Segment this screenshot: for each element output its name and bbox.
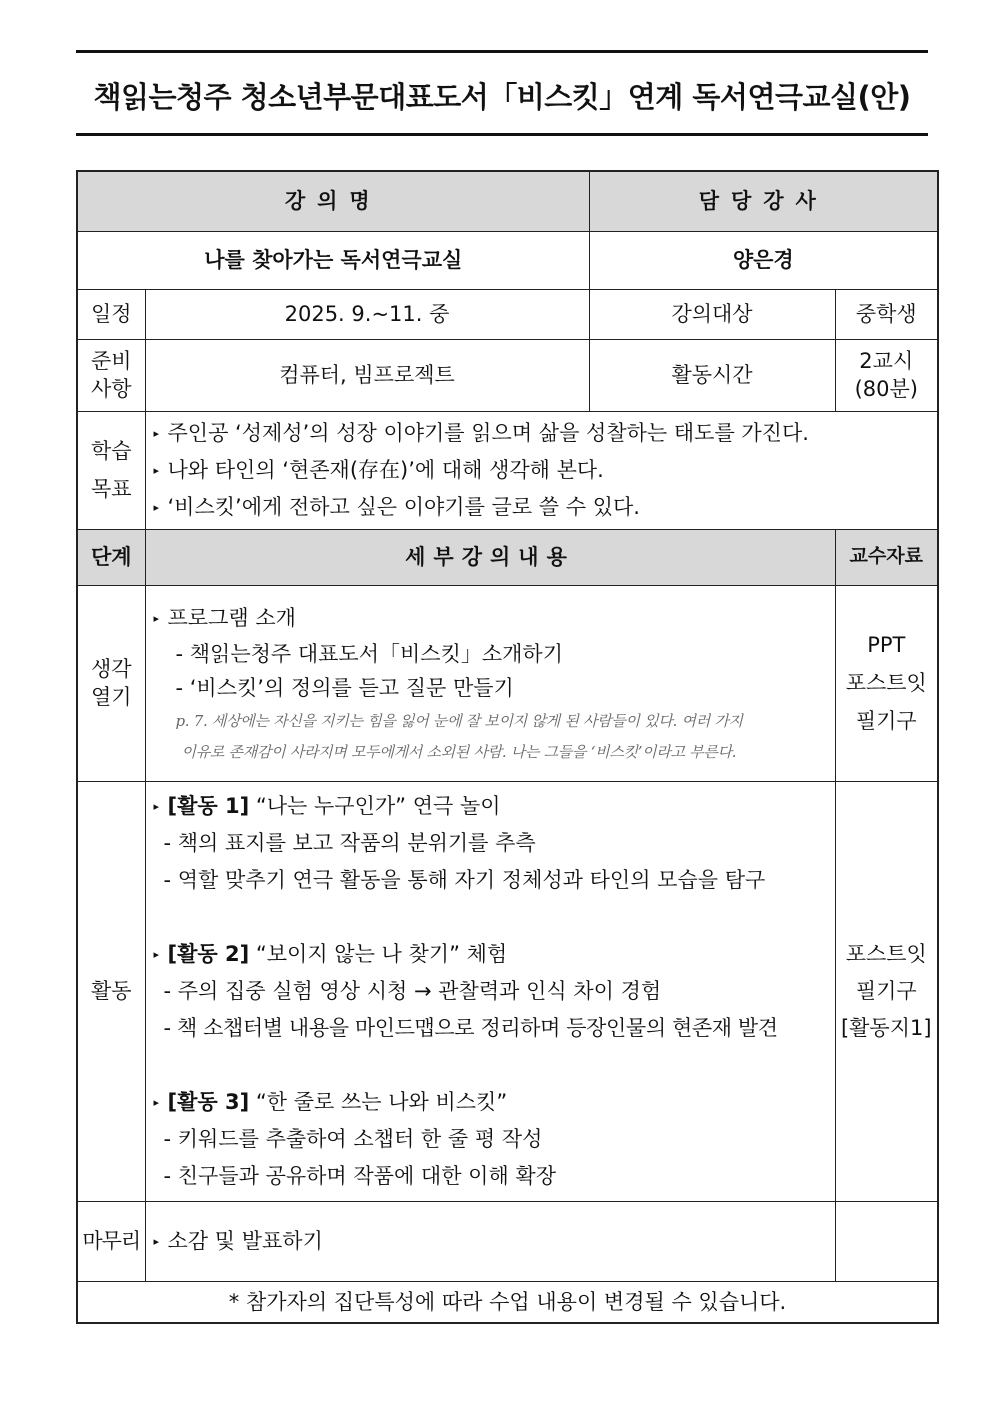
activity-2-title: ▸ [활동 2] “보이지 않는 나 찾기” 체험	[154, 936, 835, 973]
activity-1-line-2: - 역할 맞추기 연극 활동을 통해 자기 정체성과 타인의 모습을 탐구	[163, 867, 766, 892]
bullet-triangle-icon: ▸	[153, 1234, 160, 1248]
lesson-plan-table	[76, 170, 939, 1324]
learning-goal-2: ▸ 나와 타인의 ‘현존재(存在)’에 대해 생각해 본다.	[154, 452, 938, 489]
opening-row	[77, 585, 938, 781]
preparation-label	[77, 339, 145, 411]
opening-material-3: 필기구	[855, 709, 917, 733]
activity-3-title: ▸ [활동 3] “한 줄로 쓰는 나와 비스킷”	[154, 1084, 835, 1121]
materials-header: 교수자료	[835, 529, 938, 585]
bullet-triangle-icon: ▸	[153, 611, 160, 625]
opening-label	[77, 585, 145, 781]
footer-note: * 참가자의 집단특성에 따라 수업 내용이 변경될 수 있습니다.	[77, 1281, 938, 1323]
top-rule	[76, 50, 928, 53]
activity-material-3: [활동지1]	[840, 1015, 932, 1040]
activity-3-line-1: - 키워드를 추출하여 소챕터 한 줄 평 작성	[163, 1126, 543, 1151]
closing-label: 마무리	[77, 1201, 145, 1281]
preparation-label-line-1: 준비	[90, 348, 132, 373]
activity-1-title: ▸ [활동 1] “나는 누구인가” 연극 놀이	[154, 788, 835, 825]
activity-materials	[835, 781, 938, 1201]
preparation-label-line-2: 사항	[90, 377, 132, 401]
opening-label-line-2: 열기	[90, 685, 132, 709]
activity-material-1: 포스트잇	[845, 941, 927, 966]
activity-2-line-2: - 책 소챕터별 내용을 마인드맵으로 정리하며 등장인물의 현존재 발견	[163, 1015, 778, 1040]
instructor-header: 담당강사	[589, 171, 938, 231]
lecture-row	[77, 231, 938, 289]
opening-content	[145, 585, 835, 781]
activity-label: 활동	[77, 781, 145, 1201]
activity-time-line-2: (80분)	[854, 377, 918, 401]
bullet-triangle-icon: ▸	[153, 799, 160, 813]
activity-row	[77, 781, 938, 1201]
learning-goal-1: ▸ 주인공 ‘성제성’의 성장 이야기를 읽으며 삶을 성찰하는 태도를 가진다.	[154, 415, 938, 452]
schedule-label: 일정	[77, 289, 145, 339]
spacer	[154, 1047, 835, 1084]
opening-item: ▸ 프로그램 소개	[154, 600, 835, 637]
opening-label-line-1: 생각	[90, 656, 132, 681]
schedule-value: 2025. 9.~11. 중	[145, 289, 589, 339]
document-title: 책읽는청주 청소년부문대표도서「비스킷」연계 독서연극교실(안)	[93, 80, 911, 114]
closing-content	[145, 1201, 835, 1281]
learning-goals-label-line-1: 학습	[90, 439, 132, 463]
spacer	[154, 899, 835, 936]
activity-1-line-1: - 책의 표지를 보고 작품의 분위기를 추측	[163, 830, 536, 855]
stage-header-row	[77, 529, 938, 585]
learning-goals-label-line-2: 목표	[90, 477, 132, 501]
target-value: 중학생	[835, 289, 938, 339]
stage-header: 단계	[77, 529, 145, 585]
closing-item: ▸ 소감 및 발표하기	[153, 1228, 323, 1253]
opening-material-1: PPT	[867, 633, 906, 657]
bullet-triangle-icon: ▸	[153, 947, 160, 961]
bullet-triangle-icon: ▸	[153, 426, 160, 440]
opening-subitem-2: - ‘비스킷’의 정의를 듣고 질문 만들기	[175, 675, 514, 700]
bullet-triangle-icon: ▸	[153, 463, 160, 477]
activity-time-value	[835, 339, 938, 411]
instructor-name: 양은경	[589, 231, 938, 289]
closing-row	[77, 1201, 938, 1281]
activity-material-2: 필기구	[855, 978, 917, 1003]
bullet-triangle-icon: ▸	[153, 1095, 160, 1109]
activity-time-label: 활동시간	[589, 339, 835, 411]
activity-2-line-1: - 주의 집중 실험 영상 시청 → 관찰력과 인식 차이 경험	[163, 978, 662, 1003]
learning-goal-3: ▸ ‘비스킷’에게 전하고 싶은 이야기를 글로 쓸 수 있다.	[154, 489, 938, 526]
lecture-name: 나를 찾아가는 독서연극교실	[77, 231, 589, 289]
preparation-row	[77, 339, 938, 411]
book-quote-line-1: p. 7. 세상에는 자신을 지키는 힘을 잃어 눈에 잘 보이지 않게 된 사람들이 있다. 여러 가지	[175, 711, 743, 730]
learning-goals-label	[77, 411, 145, 529]
title-underline	[76, 133, 928, 136]
book-quote-line-2: 이유로 존재감이 사라지며 모두에게서 소외된 사람. 나는 그들을 ‘비스킷’이라고 부른다.	[181, 742, 737, 761]
content-header: 세부강의내용	[145, 529, 835, 585]
learning-goals-row	[77, 411, 938, 529]
schedule-row	[77, 289, 938, 339]
opening-materials	[835, 585, 938, 781]
opening-subitem-1: - 책읽는청주 대표도서「비스킷」소개하기	[175, 641, 564, 666]
closing-materials	[835, 1201, 938, 1281]
footer-row	[77, 1281, 938, 1323]
activity-time-line-1: 2교시	[859, 348, 914, 373]
activity-3-line-2: - 친구들과 공유하며 작품에 대한 이해 확장	[163, 1163, 556, 1188]
activity-content	[145, 781, 835, 1201]
target-label: 강의대상	[589, 289, 835, 339]
learning-goals	[145, 411, 938, 529]
lecture-name-header: 강의명	[77, 171, 589, 231]
table-header-row	[77, 171, 938, 231]
opening-material-2: 포스트잇	[845, 671, 927, 695]
preparation-value: 컴퓨터, 빔프로젝트	[145, 339, 589, 411]
bullet-triangle-icon: ▸	[153, 500, 160, 514]
